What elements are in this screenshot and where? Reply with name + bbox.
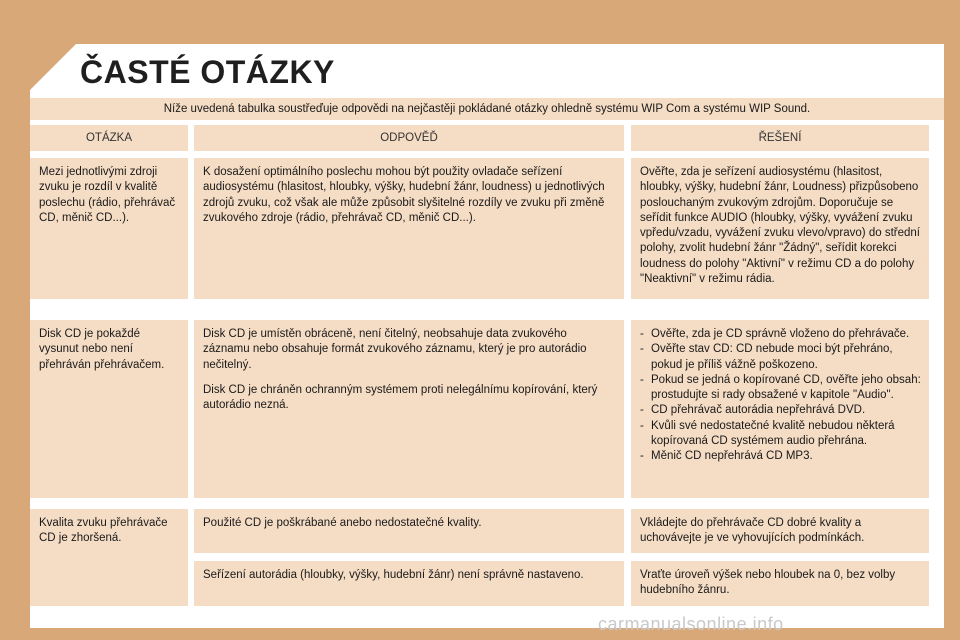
- row2-answer-paragraph-1: Disk CD je umístěn obráceně, není čitelný, neobsahuje data zvukového záznamu nebo obsahuje formát zvukového záznamu, který je pro autorádio nečitelný.: [203, 328, 587, 371]
- row3-solution-a: Vkládejte do přehrávače CD dobré kvality a uchovávejte je ve vyhovujících podmínkách.: [640, 517, 865, 545]
- row2-question-cell: [30, 320, 188, 498]
- solution-list-item: - Ověřte stav CD: CD nebude moci být přehráno, pokud je příliš vážně poškozeno.: [640, 343, 893, 371]
- row3-question: Kvalita zvuku přehrávače CD je zhoršená.: [39, 517, 168, 545]
- solution-list-item: - CD přehrávač autorádia nepřehrává DVD.: [640, 403, 921, 418]
- row3-solution-b-cell: [631, 561, 929, 606]
- list-marker: -: [640, 419, 644, 432]
- row3-question-cell: [30, 509, 188, 606]
- row2-answer-cell: [194, 320, 624, 498]
- list-marker: -: [640, 328, 644, 340]
- row2-solution-cell: [631, 320, 929, 498]
- list-marker: -: [640, 373, 644, 386]
- row1-answer: K dosažení optimálního poslechu mohou být použity ovladače seřízení audiosystému (hlasitost, hloubky, výšky, hudební žánr, loudness) u jednotlivých zdrojů zvuku, což však ale může způsobit slyšitelné rozdíly ve zvuku při změně zvukového zdroje (rádio, přehrávač CD, měnič CD...).: [203, 166, 605, 224]
- row1-answer-cell: [194, 158, 624, 299]
- list-marker: -: [640, 343, 644, 356]
- solution-list-item: - Měnič CD nepřehrává CD MP3.: [640, 449, 921, 464]
- row1-solution: Ověřte, zda je seřízení audiosystému (hlasitost, hloubky, výšky, hudební žánr, Loudness) přizpůsobeno poslouchaným zvukovým zdrojům. Doporučuje se seřídit funkce AUDIO (hloubky, výšky, vyvážení zvuku vpředu/vzadu, vyvážení zvuku vlevo/vpravo) do střední polohy, zvolit hudební žánr "Žádný", seřídit korekci loudness do polohy "Aktivní" v režimu CD a do polohy "Neaktivní" v režimu rádia.: [640, 166, 920, 286]
- row3-answer-a: Použité CD je poškrábané anebo nedostatečné kvality.: [203, 517, 482, 529]
- site-watermark: carmanualsonline.info: [598, 614, 784, 634]
- row1-question-cell: [30, 158, 188, 299]
- page-title: ČASTÉ OTÁZKY: [80, 54, 335, 90]
- row1-solution-cell: [631, 158, 929, 299]
- list-marker: -: [640, 450, 644, 463]
- solution-list-item: - Ověřte, zda je CD správně vloženo do přehrávače.: [640, 327, 921, 342]
- header-answer: ODPOVĚĎ: [194, 125, 624, 151]
- row3-solution-a-cell: [631, 509, 929, 553]
- header-question: OTÁZKA: [30, 125, 188, 151]
- solution-list-item: - Kvůli své nedostatečné kvalitě nebudou některá kopírovaná CD systémem audio přehrána.: [640, 419, 895, 448]
- page-number: 9.82: [30, 612, 58, 628]
- row3-solution-b: Vraťte úroveň výšek nebo hloubek na 0, bez volby hudebního žánru.: [640, 569, 896, 597]
- row3-answer-a-cell: [194, 509, 624, 553]
- row2-solution-list: [640, 327, 921, 465]
- row3-answer-b-cell: [194, 561, 624, 606]
- row1-question: Mezi jednotlivými zdroji zvuku je rozdíl v kvalitě poslechu (rádio, přehrávač CD, měnič CD...).: [39, 166, 176, 224]
- row2-answer-paragraph-2: Disk CD je chráněn ochranným systémem proti nelegálnímu kopírování, který autorádio nezná.: [203, 383, 598, 412]
- list-marker: -: [640, 404, 644, 417]
- row3-answer-b: Seřízení autorádia (hloubky, výšky, hudební žánr) není správně nastaveno.: [203, 569, 584, 581]
- row2-question: Disk CD je pokaždé vysunut nebo není přehráván přehrávačem.: [39, 328, 165, 371]
- intro-text: Níže uvedená tabulka soustřeďuje odpovědi na nejčastěji pokládané otázky ohledně systému WIP Com a systému WIP Sound.: [30, 98, 944, 120]
- solution-list-item: - Pokud se jedná o kopírované CD, ověřte jeho obsah: prostudujte si rady obsažené v kapitole "Audio".: [640, 373, 921, 402]
- header-solution: ŘEŠENÍ: [631, 125, 929, 151]
